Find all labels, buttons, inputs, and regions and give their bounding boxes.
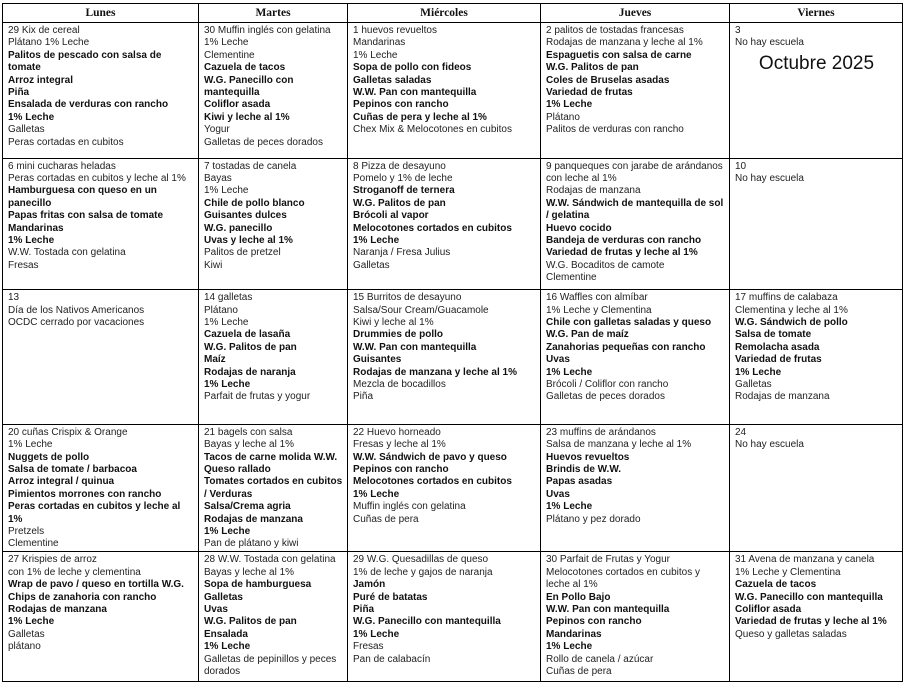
menu-item: 8 Pizza de desayuno [353,160,446,172]
menu-item: Pan de plátano y kiwi [204,538,299,550]
day-cell-wednesday [348,552,541,682]
menu-item: 1% Leche y Clementina [735,566,841,578]
menu-item: 29 Kix de cereal [8,25,80,36]
lunch-item: Brócoli al vapor [353,210,429,222]
day-cell-friday [730,290,903,425]
lunch-item: Variedad de frutas y leche al 1% [546,247,698,259]
lunch-item: 1% Leche [546,99,593,111]
menu-item: Pomelo y 1% de leche [353,173,453,184]
lunch-item: W.G. Sándwich de pollo [735,316,848,328]
menu-item: Brócoli / Coliflor con rancho [546,379,669,391]
lunch-item: 1% Leche [204,379,251,391]
lunch-item: Galletas saladas [353,74,432,86]
menu-item: 2 palitos de tostadas francesas [546,25,684,36]
menu-item: 16 Waffles con almíbar [546,292,648,304]
week-row [3,290,903,425]
lunch-item: Jamón [353,579,386,591]
week-row [3,23,903,159]
menu-item: Parfait de frutas y yogur [204,391,311,403]
lunch-item: 1% Leche [8,235,55,247]
lunch-item: Variedad de frutas [735,354,822,366]
menu-item: Clementine [204,49,255,61]
lunch-item: Cazuela de lasaña [204,329,291,341]
lunch-item: Chile con galletas saladas y queso [546,316,712,328]
lunch-item: Chile de pollo blanco [204,197,305,209]
day-cell-thursday [541,23,730,159]
menu-item: 1% Leche [353,49,398,61]
menu-item: Rodajas de manzana y leche al 1% [546,37,703,49]
lunch-item: Ensalada [204,628,248,640]
lunch-item: Galletas [204,591,243,603]
menu-item: Fresas [8,259,39,271]
day-cell-wednesday [348,158,541,290]
menu-item: Rodajas de manzana [546,185,641,197]
menu-item: 3 [735,25,741,36]
lunch-item: W.W. Sándwich de pavo y queso [353,451,507,463]
lunch-item: Salsa de tomate / barbacoa [8,463,137,475]
lunch-item: Pepinos con rancho [546,616,642,628]
lunch-item: Huevo cocido [546,222,612,234]
menu-item: 29 W.G. Quesadillas de queso [353,554,489,566]
lunch-item: Brindis de W.W. [546,463,622,475]
menu-item: 7 tostadas de canela [204,160,297,172]
lunch-item: W.W. Pan con mantequilla [353,341,477,353]
lunch-item: 1% Leche [204,526,251,538]
lunch-item: W.G. Palitos de pan [353,197,446,209]
lunch-item: Tacos de carne molida W.W. [204,451,338,463]
menu-item: Rodajas de manzana [735,391,830,403]
lunch-item: Zanahorias pequeñas con rancho [546,341,706,353]
menu-item: Mandarinas [353,37,406,49]
lunch-item: Coliflor asada [204,99,271,111]
menu-item: 14 galletas [204,292,253,304]
menu-item: Peras cortadas en cubitos [8,136,124,148]
lunch-item: Rodajas de manzana [8,604,107,616]
menu-item: Salsa de manzana y leche al 1% [546,439,692,451]
lunch-item: W.W. Sándwich de mantequilla de sol / gelatina [546,197,724,222]
menu-item: Mezcla de bocadillos [353,379,446,391]
menu-item: 22 Huevo horneado [353,426,441,438]
day-cell-monday [3,290,199,425]
lunch-item: Cazuela de tacos [735,579,817,591]
menu-item: Clementine [546,272,597,284]
lunch-item: Papas fritas con salsa de tomate [8,210,164,222]
lunch-item: W.G. Panecillo con mantequilla [735,591,883,603]
menu-item: 28 W.W. Tostada con gelatina [204,554,336,566]
menu-item: 31 Avena de manzana y canela [735,554,875,566]
day-cell-thursday [541,552,730,682]
lunch-item: Uvas y leche al 1% [204,235,293,247]
menu-item: No hay escuela [735,173,804,184]
menu-item: Kiwi y leche al 1% [353,316,434,328]
menu-item: Día de los Nativos Americanos [8,304,145,316]
lunch-item: W.G. Palitos de pan [546,62,639,74]
menu-item: 1 huevos revueltos [353,25,437,36]
menu-item: Galletas de pepinillos y peces dorados [204,653,337,678]
menu-item: Pretzels [8,526,45,538]
lunch-item: Espaguetis con salsa de carne [546,49,692,61]
menu-item: 23 muffins de arándanos [546,426,656,438]
lunch-item: Arroz integral / quinua [8,476,115,488]
lunch-item: W.G. Pan de maíz [546,329,629,341]
menu-item: 1% Leche [8,439,53,451]
day-cell-thursday [541,424,730,552]
lunch-item: Tomates cortados en cubitos / Verduras [204,476,343,500]
menu-calendar [2,3,903,682]
day-cell-tuesday [199,552,348,682]
lunch-item: Hamburguesa con queso en un panecillo [8,185,157,209]
lunch-item: Palitos de pescado con salsa de tomate [8,49,162,74]
header-friday: Viernes [730,4,903,23]
menu-item: Galletas [735,379,772,391]
lunch-item: Coliflor asada [735,604,802,616]
lunch-item: Mandarinas [8,222,64,234]
lunch-item: Rodajas de manzana [204,513,303,525]
lunch-item: 1% Leche [546,366,593,378]
lunch-item: Piña [353,604,375,616]
menu-item: 30 Muffin inglés con gelatina [204,25,331,36]
menu-item: Galletas de peces dorados [546,391,665,403]
day-cell-friday [730,158,903,290]
menu-item: Galletas [8,628,45,640]
menu-item: Clementina y leche al 1% [735,304,848,316]
menu-item: Plátano [204,304,238,316]
menu-item: Palitos de pretzel [204,247,281,259]
day-cell-wednesday [348,424,541,552]
menu-item: 1% Leche [204,37,249,49]
lunch-item: Uvas [204,604,228,616]
header-row [3,4,903,23]
menu-item: Clementine [8,538,59,550]
menu-item: 17 muffins de calabaza [735,292,838,304]
lunch-item: Sopa de pollo con fideos [353,62,472,74]
lunch-item: Nuggets de pollo [8,451,90,463]
menu-item: 6 mini cucharas heladas [8,160,116,172]
lunch-item: Rodajas de manzana y leche al 1% [353,366,517,378]
day-cell-wednesday [348,290,541,425]
menu-item: Pan de calabacín [353,653,431,665]
lunch-item: Ensalada de verduras con rancho [8,99,169,111]
lunch-item: Uvas [546,354,570,366]
menu-item: Palitos de verduras con rancho [546,124,684,136]
menu-item: Bayas [204,173,232,184]
menu-item: Peras cortadas en cubitos y leche al 1% [8,173,186,184]
week-row [3,552,903,682]
lunch-item: Remolacha asada [735,341,820,353]
menu-item: Plátano y pez dorado [546,513,641,525]
day-cell-friday [730,552,903,682]
day-cell-friday [730,23,903,159]
lunch-item: W.W. Pan con mantequilla [546,604,670,616]
day-cell-thursday [541,158,730,290]
lunch-item: Mandarinas [546,628,602,640]
menu-item: con 1% de leche y clementina [8,566,141,578]
lunch-item: Arroz integral [8,74,74,86]
lunch-item: 1% Leche [353,235,400,247]
day-cell-tuesday [199,158,348,290]
lunch-item: Papas asadas [546,476,613,488]
month-title: Octubre 2025 [758,52,875,74]
menu-item: Galletas [353,259,390,271]
menu-item: 15 Burritos de desayuno [353,292,462,304]
lunch-item: Puré de batatas [353,591,428,603]
menu-item: 9 panqueques con jarabe de arándanos con leche al 1% [546,160,723,184]
lunch-item: W.G. panecillo [204,222,273,234]
menu-item: Kiwi [204,259,223,271]
menu-item: 1% de leche y gajos de naranja [353,566,493,578]
lunch-item: Drummies de pollo [353,329,444,341]
menu-item: W.G. Bocaditos de camote [546,259,665,271]
menu-item: Galletas de peces dorados [204,136,323,148]
lunch-item: Salsa/Crema agria [204,501,291,513]
lunch-item: Pepinos con rancho [353,99,449,111]
menu-item: Plátano 1% Leche [8,37,90,49]
lunch-item: 1% Leche [353,488,400,500]
lunch-item: Cazuela de tacos [204,62,286,74]
lunch-item: Melocotones cortados en cubitos [353,222,512,234]
lunch-item: 1% Leche [546,641,593,653]
menu-item: Yogur [204,124,230,136]
menu-item: 21 bagels con salsa [204,426,293,438]
lunch-item: Melocotones cortados en cubitos [353,476,512,488]
lunch-item: Huevos revueltos [546,451,630,463]
day-cell-tuesday [199,424,348,552]
menu-item: W.W. Tostada con gelatina [8,247,126,259]
lunch-item: Sopa de hamburguesa [204,579,312,591]
lunch-item: 1% Leche [546,501,593,513]
day-cell-thursday [541,290,730,425]
header-tuesday: Martes [199,4,348,23]
lunch-item: Variedad de frutas y leche al 1% [735,616,887,628]
menu-item: 1% Leche y Clementina [546,304,652,316]
day-cell-wednesday [348,23,541,159]
menu-item: Fresas y leche al 1% [353,439,446,451]
menu-item: OCDC cerrado por vacaciones [8,316,145,328]
week-row [3,158,903,290]
lunch-item: Uvas [546,488,570,500]
lunch-item: Maíz [204,354,226,366]
day-cell-monday [3,552,199,682]
menu-item: 1% Leche [204,316,249,328]
lunch-item: 1% Leche [353,628,400,640]
lunch-item: Kiwi y leche al 1% [204,111,290,123]
lunch-item: W.G. Panecillo con mantequilla [204,74,294,99]
day-cell-monday [3,23,199,159]
menu-item: Bayas y leche al 1% [204,439,295,451]
menu-item: Chex Mix & Melocotones en cubitos [353,124,512,136]
menu-item: No hay escuela [735,439,804,451]
menu-item: No hay escuela [735,37,804,49]
day-cell-monday [3,158,199,290]
lunch-item: 1% Leche [8,616,55,628]
lunch-item: W.G. Panecillo con mantequilla [353,616,501,628]
menu-item: Muffin inglés con gelatina [353,501,466,513]
menu-item: Rollo de canela / azúcar [546,653,654,665]
menu-item: Galletas [8,124,45,136]
menu-item: 10 [735,160,747,172]
lunch-item: W.G. Palitos de pan [204,341,297,353]
lunch-item: W.W. Pan con mantequilla [353,87,477,99]
lunch-item: 1% Leche [204,641,251,653]
lunch-item: Wrap de pavo / queso en tortilla W.G. [8,579,184,591]
menu-item: Fresas [353,641,384,653]
menu-item: Naranja / Fresa Julius [353,247,451,259]
lunch-item: Bandeja de verduras con rancho [546,235,702,247]
lunch-item: En Pollo Bajo [546,591,611,603]
menu-item: Salsa/Sour Cream/Guacamole [353,304,489,316]
lunch-item: Queso rallado [204,463,271,475]
lunch-item: Guisantes [353,354,402,366]
lunch-item: Rodajas de naranja [204,366,296,378]
header-monday: Lunes [3,4,199,23]
menu-item: 27 Krispies de arroz [8,554,97,566]
day-cell-monday [3,424,199,552]
lunch-item: 1% Leche [8,111,55,123]
day-cell-tuesday [199,290,348,425]
lunch-item: Guisantes dulces [204,210,287,222]
day-cell-tuesday [199,23,348,159]
menu-item: 1% Leche [204,185,249,197]
lunch-item: Pepinos con rancho [353,463,449,475]
lunch-item: Piña [8,87,30,99]
menu-item: Cuñas de pera [353,513,419,525]
lunch-item: Stroganoff de ternera [353,185,455,197]
lunch-item: Chips de zanahoria con rancho [8,591,157,603]
menu-item: 13 [8,292,20,304]
menu-item: 30 Parfait de Frutas y Yogur [546,554,670,566]
lunch-item: Cuñas de pera y leche al 1% [353,111,487,123]
header-thursday: Jueves [541,4,730,23]
lunch-item: 1% Leche [735,366,782,378]
menu-item: Plátano [546,111,580,123]
lunch-item: Peras cortadas en cubitos y leche al 1% [8,501,181,525]
header-wednesday: Miércoles [348,4,541,23]
lunch-item: Coles de Bruselas asadas [546,74,670,86]
menu-item: Cuñas de pera [546,666,612,678]
menu-item: Bayas y leche al 1% [204,566,295,578]
day-cell-friday [730,424,903,552]
menu-item: 24 [735,426,747,438]
lunch-item: Variedad de frutas [546,87,633,99]
lunch-item: Salsa de tomate [735,329,812,341]
lunch-item: W.G. Palitos de pan [204,616,297,628]
menu-item: Queso y galletas saladas [735,628,847,640]
menu-item: Piña [353,391,374,403]
lunch-item: Pimientos morrones con rancho [8,488,162,500]
menu-item: plátano [8,641,41,653]
menu-item: Melocotones cortados en cubitos y leche al 1% [546,566,700,591]
menu-item: 20 cuñas Crispix & Orange [8,426,128,438]
week-row [3,424,903,552]
